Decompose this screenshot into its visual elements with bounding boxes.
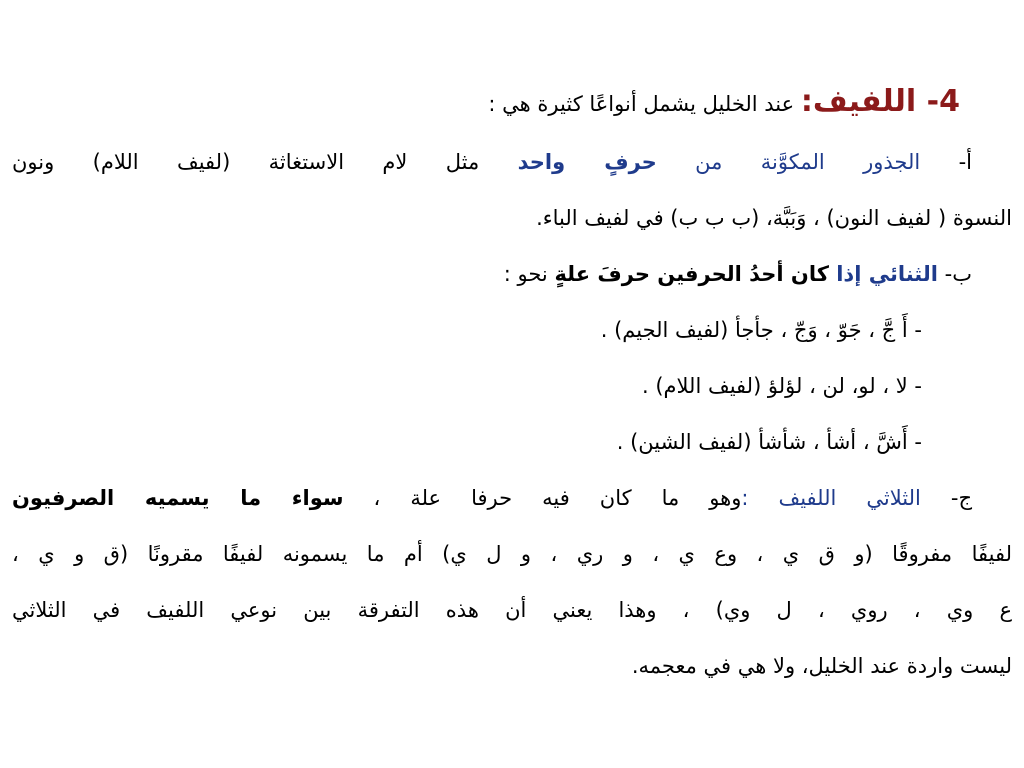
item-b-example-3: - أَشَّ ، أشأ ، شأشأ (لفيف الشين) .: [616, 430, 922, 454]
item-c-title: الثلاثي اللفيف :: [741, 486, 921, 510]
item-c-line2: لفيفًا مفروقًا (و ق ي ، وع ي ، و ري ، و ل ي) أم ما يسمونه لفيفًا مقرونًا (ق و ي ،: [12, 542, 1012, 566]
item-a-line2: النسوة ( لفيف النون) ، وَبَبَّة، (ب ب ب) في لفيف الباء.: [536, 206, 1012, 230]
item-b-example-1: - أَ جَّ ، جَوّ ، وَجّ ، جأجأ (لفيف الجيم) .: [600, 318, 922, 342]
item-c-line1: [12, 470, 1012, 526]
item-b-title: الثنائي إذا: [836, 262, 938, 286]
section-heading: [12, 72, 1012, 134]
item-b-prefix: ب-: [937, 262, 972, 286]
section-title: 4- اللفيف:: [800, 84, 960, 119]
slide-content: [12, 72, 1012, 694]
item-c-text: وهو ما كان فيه حرفا علة ،: [343, 486, 742, 510]
item-a-title: الجذور المكوَّنة من: [656, 150, 921, 174]
item-b-example-2: - لا ، لو، لن ، لؤلؤ (لفيف اللام) .: [641, 374, 922, 398]
item-b-title-bold: كان أحدُ الحرفين حرفَ علةٍ: [554, 262, 837, 286]
item-a-line1: [12, 134, 1012, 190]
item-c-line3: ع وي ، روي ، ل وي) ، وهذا يعني أن هذه التفرقة بين نوعي اللفيف في الثلاثي: [12, 598, 1012, 622]
section-heading-text: عند الخليل يشمل أنواعًا كثيرة هي :: [488, 92, 801, 116]
item-a-prefix: أ-: [920, 150, 972, 174]
item-a-title-bold: حرفٍ واحد: [517, 150, 657, 174]
item-b-text: نحو :: [503, 262, 555, 286]
item-c-text-bold: سواء ما يسميه الصرفيون: [12, 486, 344, 510]
item-a-text: مثل لام الاستغاثة (لفيف اللام) ونون: [12, 150, 518, 174]
item-c-line4: ليست واردة عند الخليل، ولا هي في معجمه.: [631, 654, 1012, 678]
item-b-line: [12, 246, 1012, 302]
item-c-prefix: ج-: [920, 486, 973, 510]
